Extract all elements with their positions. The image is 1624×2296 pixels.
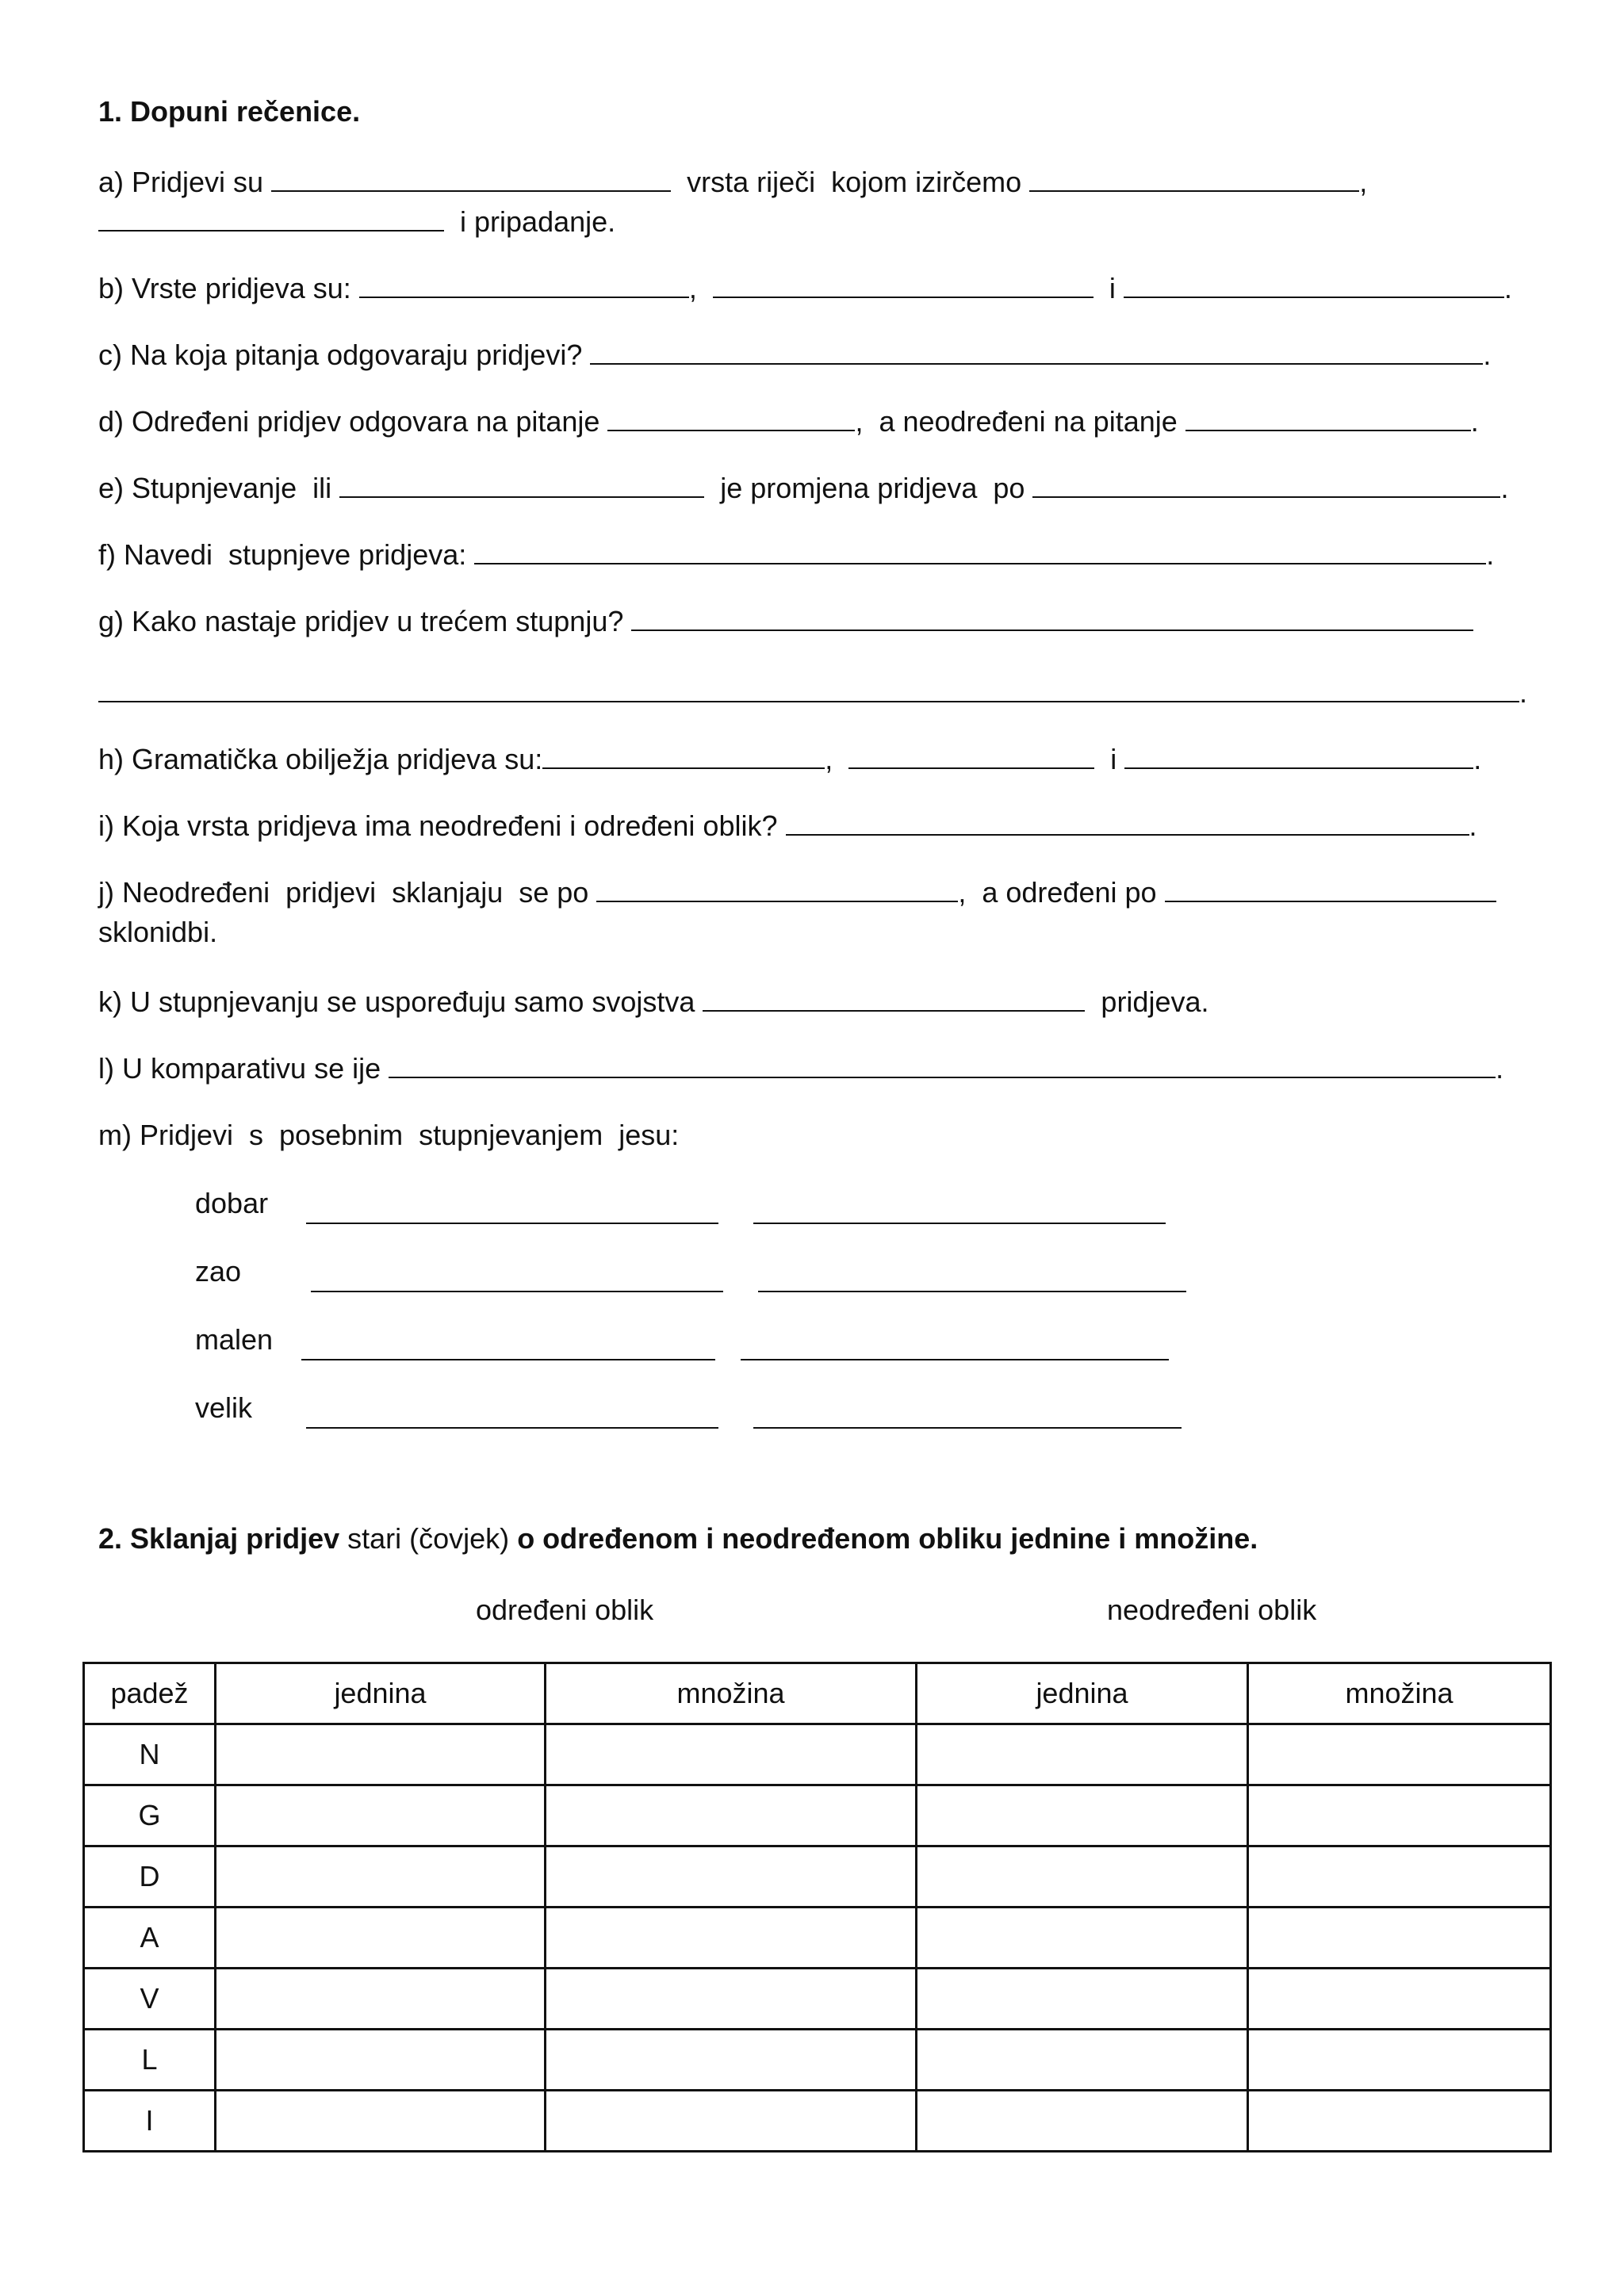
answer-cell[interactable] — [546, 1908, 917, 1969]
answer-cell[interactable] — [1248, 1908, 1551, 1969]
item-g-blank-1[interactable] — [631, 603, 1473, 631]
answer-cell[interactable] — [1248, 1969, 1551, 2030]
case-label: A — [84, 1908, 216, 1969]
item-h-and: i — [1110, 743, 1117, 775]
item-c-blank[interactable] — [590, 336, 1483, 365]
item-b-line — [98, 270, 1512, 308]
item-h-blank-3[interactable] — [1124, 740, 1473, 769]
item-j-line-1 — [98, 874, 1496, 912]
item-c-text: c) Na koja pitanja odgovaraju pridjevi? — [98, 339, 583, 371]
item-f-line — [98, 536, 1494, 574]
item-j-text-2: , a određeni po — [958, 876, 1157, 909]
answer-cell[interactable] — [917, 2030, 1248, 2091]
exercise-2-title-bold-1: 2. Sklanjaj pridjev — [98, 1522, 340, 1555]
answer-cell[interactable] — [216, 1785, 546, 1846]
answer-cell[interactable] — [1248, 1846, 1551, 1908]
item-e-line — [98, 469, 1508, 507]
item-f-text: f) Navedi stupnjeve pridjeva: — [98, 538, 467, 571]
case-label: D — [84, 1846, 216, 1908]
item-i-period: . — [1469, 809, 1477, 842]
table-row — [84, 2091, 1551, 2152]
item-a-text-1: a) Pridjevi su — [98, 166, 264, 198]
item-k-line — [98, 983, 1209, 1021]
item-i-line — [98, 807, 1477, 845]
item-b-blank-3[interactable] — [1124, 270, 1504, 298]
item-a-blank-1[interactable] — [271, 163, 671, 192]
item-j-blank-1[interactable] — [596, 874, 958, 902]
item-b-period: . — [1503, 272, 1512, 304]
answer-cell[interactable] — [216, 1969, 546, 2030]
declension-table — [82, 1662, 1552, 2152]
item-d-period: . — [1470, 405, 1479, 438]
item-f-period: . — [1486, 538, 1495, 571]
answer-cell[interactable] — [546, 1724, 917, 1785]
item-h-comma: , — [825, 743, 833, 775]
item-d-blank-1[interactable] — [607, 403, 855, 431]
table-row — [84, 1846, 1551, 1908]
item-a-text-3: i pripadanje. — [460, 205, 616, 238]
answer-cell[interactable] — [216, 1846, 546, 1908]
item-e-blank-1[interactable] — [339, 469, 704, 498]
word-malen: malen — [195, 1323, 274, 1356]
header-indef-singular: jednina — [917, 1663, 1248, 1724]
item-g-blank-2[interactable] — [98, 674, 1519, 702]
answer-cell[interactable] — [1248, 2030, 1551, 2091]
item-j-text-1: j) Neodređeni pridjevi sklanjaju se po — [98, 876, 589, 909]
table-row — [84, 2030, 1551, 2091]
item-g-line-2 — [98, 674, 1527, 712]
item-k-blank[interactable] — [703, 983, 1085, 1012]
item-g-line-1 — [98, 603, 1473, 641]
item-d-text-1: d) Određeni pridjev odgovara na pitanje — [98, 405, 600, 438]
case-label: G — [84, 1785, 216, 1846]
word-velik: velik — [195, 1391, 253, 1424]
item-a-blank-3[interactable] — [98, 203, 444, 232]
item-g-text: g) Kako nastaje pridjev u trećem stupnju? — [98, 605, 624, 637]
item-b-comma: , — [688, 272, 697, 304]
answer-cell[interactable] — [1248, 2091, 1551, 2152]
answer-cell[interactable] — [546, 1846, 917, 1908]
header-indef-plural: množina — [1248, 1663, 1551, 1724]
group-header-definite: određeni oblik — [476, 1594, 654, 1626]
answer-cell[interactable] — [917, 1785, 1248, 1846]
item-h-period: . — [1473, 743, 1482, 775]
item-k-text-1: k) U stupnjevanju se uspoređuju samo svojstva — [98, 985, 695, 1018]
answer-cell[interactable] — [1248, 1724, 1551, 1785]
answer-cell[interactable] — [546, 2030, 917, 2091]
table-row — [84, 1908, 1551, 1969]
answer-cell[interactable] — [546, 1785, 917, 1846]
item-g-period: . — [1519, 676, 1528, 709]
item-l-period: . — [1496, 1052, 1504, 1085]
header-def-plural: množina — [546, 1663, 917, 1724]
item-d-text-2: , a neodređeni na pitanje — [855, 405, 1178, 438]
case-label: I — [84, 2091, 216, 2152]
item-c-line — [98, 336, 1491, 374]
item-e-period: . — [1500, 472, 1509, 504]
word-zao: zao — [195, 1255, 242, 1288]
item-j-blank-2[interactable] — [1165, 874, 1496, 902]
item-m-line: m) Pridjevi s posebnim stupnjevanjem jesu: — [98, 1119, 680, 1151]
zao-blank-2[interactable] — [758, 1289, 1186, 1292]
item-e-blank-2[interactable] — [1032, 469, 1500, 498]
item-b-and: i — [1109, 272, 1116, 304]
answer-cell[interactable] — [917, 1846, 1248, 1908]
item-i-text: i) Koja vrsta pridjeva ima neodređeni i određeni oblik? — [98, 809, 778, 842]
answer-cell[interactable] — [917, 1908, 1248, 1969]
item-h-text: h) Gramatička obilježja pridjeva su: — [98, 743, 543, 775]
answer-cell[interactable] — [917, 2091, 1248, 2152]
answer-cell[interactable] — [917, 1724, 1248, 1785]
item-k-text-2: pridjeva. — [1101, 985, 1209, 1018]
item-b-blank-1[interactable] — [359, 270, 689, 298]
item-d-blank-2[interactable] — [1185, 403, 1471, 431]
item-c-period: . — [1483, 339, 1492, 371]
item-h-blank-1[interactable] — [542, 740, 825, 769]
item-b-blank-2[interactable] — [713, 270, 1094, 298]
exercise-2-title-normal: stari (čovjek) — [339, 1522, 518, 1555]
answer-cell[interactable] — [917, 1969, 1248, 2030]
item-a-text-2: vrsta riječi kojom izirčemo — [687, 166, 1022, 198]
answer-cell[interactable] — [216, 2091, 546, 2152]
table-row — [84, 1785, 1551, 1846]
item-h-line — [98, 740, 1481, 779]
answer-cell[interactable] — [216, 1908, 546, 1969]
answer-cell[interactable] — [216, 1724, 546, 1785]
answer-cell[interactable] — [1248, 1785, 1551, 1846]
malen-blank-2[interactable] — [741, 1357, 1169, 1360]
item-i-blank[interactable] — [786, 807, 1469, 836]
item-l-blank[interactable] — [389, 1050, 1496, 1078]
zao-blank-1[interactable] — [311, 1289, 723, 1292]
table-row — [84, 1969, 1551, 2030]
dobar-blank-1[interactable] — [306, 1221, 718, 1224]
header-case: padež — [84, 1663, 216, 1724]
velik-blank-2[interactable] — [753, 1425, 1182, 1429]
dobar-blank-2[interactable] — [753, 1221, 1166, 1224]
answer-cell[interactable] — [546, 1969, 917, 2030]
item-a-comma: , — [1359, 166, 1368, 198]
case-label: V — [84, 1969, 216, 2030]
case-label: N — [84, 1724, 216, 1785]
table-row — [84, 1724, 1551, 1785]
item-e-text-1: e) Stupnjevanje ili — [98, 472, 332, 504]
velik-blank-1[interactable] — [306, 1425, 718, 1429]
exercise-2-title — [98, 1522, 1258, 1556]
answer-cell[interactable] — [546, 2091, 917, 2152]
exercise-1-title: 1. Dopuni rečenice. — [98, 95, 361, 128]
exercise-2-title-bold-2: o određenom i neodređenom obliku jednine i množine. — [517, 1522, 1258, 1555]
item-f-blank[interactable] — [474, 536, 1486, 564]
item-j-line-2: sklonidbi. — [98, 916, 218, 948]
answer-cell[interactable] — [216, 2030, 546, 2091]
table-header-row — [84, 1663, 1551, 1724]
item-a-line-1 — [98, 163, 1367, 201]
group-header-indefinite: neodređeni oblik — [1107, 1594, 1317, 1626]
item-l-text: l) U komparativu se ije — [98, 1052, 381, 1085]
item-d-line — [98, 403, 1479, 441]
item-e-text-2: je promjena pridjeva po — [720, 472, 1025, 504]
item-l-line — [98, 1050, 1503, 1088]
item-b-text: b) Vrste pridjeva su: — [98, 272, 351, 304]
item-h-blank-2[interactable] — [848, 740, 1094, 769]
word-dobar: dobar — [195, 1187, 269, 1219]
item-a-blank-2[interactable] — [1029, 163, 1359, 192]
header-def-singular: jednina — [216, 1663, 546, 1724]
malen-blank-1[interactable] — [301, 1357, 715, 1360]
item-a-line-2 — [98, 203, 615, 241]
case-label: L — [84, 2030, 216, 2091]
